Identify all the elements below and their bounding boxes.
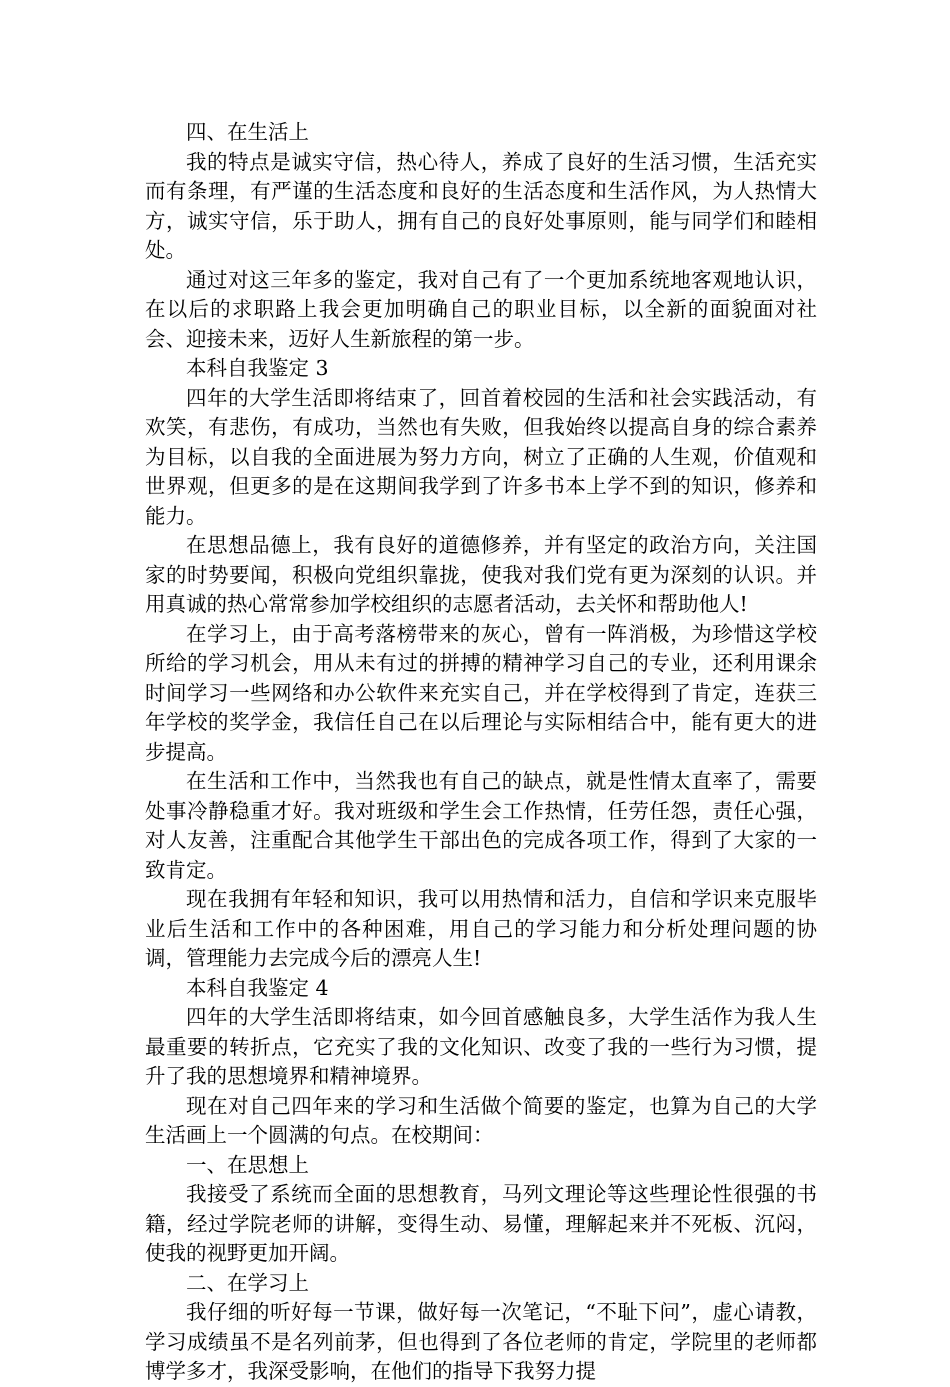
paragraph-brief-review: 现在对自己四年来的学习和生活做个简要的鉴定，也算为自己的大学生活画上一个圆满的句点。在校期间： (145, 1093, 817, 1147)
paragraph-four-years: 四年的大学生活即将结束，如今回首感触良多，大学生活作为我人生最重要的转折点，它充实了我的文化知识、改变了我的一些行为习惯，提升了我的思想境界和精神境界。 (145, 1005, 817, 1088)
paragraph-life-and-work: 在生活和工作中，当然我也有自己的缺点，就是性情太直率了，需要处事冷静稳重才好。我对班级和学生会工作热情，任劳任怨，责任心强，对人友善，注重配合其他学生干部出色的完成各项工作，得到了大家的一致肯定。 (145, 769, 817, 882)
paragraph-summary: 通过对这三年多的鉴定，我对自己有了一个更加系统地客观地认识，在以后的求职路上我会更加明确自己的职业目标，以全新的面貌面对社会、迎接未来，迈好人生新旅程的第一步。 (145, 267, 817, 351)
paragraph-moral-character: 在思想品德上，我有良好的道德修养，并有坚定的政治方向，关注国家的时势要闻，积极向党组织靠拢，使我对我们党有更为深刻的认识。并用真诚的热心常常参加学校组织的志愿者活动，去关怀和帮助他人! (145, 533, 817, 616)
paragraph-thought-education: 我接受了系统而全面的思想教育，马列文理论等这些理论性很强的书籍，经过学院老师的讲解，变得生动、易懂，理解起来并不死板、沉闷，使我的视野更加开阔。 (145, 1182, 817, 1265)
paragraph-future: 现在我拥有年轻和知识，我可以用热情和活力，自信和学识来克服毕业后生活和工作中的各种困难，用自己的学习能力和分析处理问题的协调，管理能力去完成今后的漂亮人生! (145, 887, 817, 970)
paragraph-study: 在学习上，由于高考落榜带来的灰心，曾有一阵消极，为珍惜这学校所给的学习机会，用从未有过的拼搏的精神学习自己的专业，还利用课余时间学习一些网络和办公软件来充实自己，并在学校得到了肯定，连获三年学校的奖学金，我信任自己在以后理论与实际相结合中，能有更大的进步提高。 (145, 621, 817, 764)
paragraph-class-notes: 我仔细的听好每一节课，做好每一次笔记，“不耻下问”，虚心请教，学习成绩虽不是名列前茅，但也得到了各位老师的肯定，学院里的老师都博学多才，我深受影响，在他们的指导下我努力提 (145, 1300, 817, 1383)
paragraph-life-traits: 我的特点是诚实守信，热心待人，养成了良好的生活习惯，生活充实而有条理，有严谨的生活态度和良好的生活态度和生活作风，为人热情大方，诚实守信，乐于助人，拥有自己的良好处事原则，能与同学们和睦相处。 (145, 149, 817, 262)
heading-self-assessment-4: 本科自我鉴定 4 (186, 975, 329, 1000)
section-heading-life: 四、在生活上 (186, 120, 309, 144)
paragraph-university-life: 四年的大学生活即将结束了，回首着校园的生活和社会实践活动，有欢笑，有悲伤，有成功，当然也有失败，但我始终以提高自身的综合素养为目标，以自我的全面进展为努力方向，树立了正确的人生观，价值观和世界观，但更多的是在这期间我学到了许多书本上学不到的知识，修养和能力。 (145, 385, 817, 528)
section-heading-study: 二、在学习上 (186, 1270, 309, 1295)
section-heading-thought: 一、在思想上 (186, 1152, 309, 1177)
document-body (145, 118, 817, 1387)
heading-self-assessment-3: 本科自我鉴定 3 (186, 356, 329, 380)
